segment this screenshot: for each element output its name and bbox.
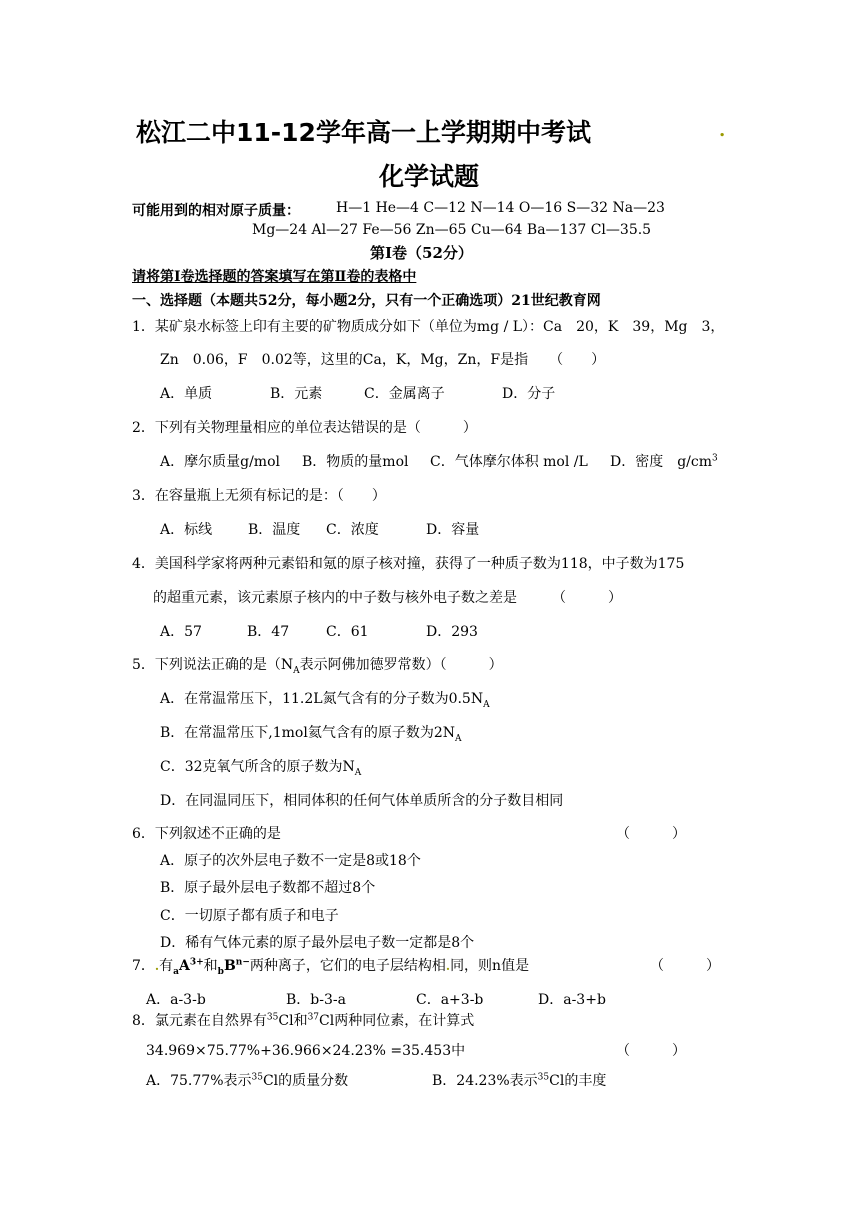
section-title: 第Ⅰ卷（52分）	[370, 244, 473, 262]
question-5-stem	[132, 654, 503, 674]
q2-option-d-text: D．密度 g/cm	[610, 454, 713, 470]
question-2-stem: 2．下列有关物理量相应的单位表达错误的是（ ）	[132, 420, 477, 436]
q8-stem-part-2: Cl和	[278, 1013, 308, 1029]
q7-number: 7．	[132, 958, 155, 974]
q6-option-b: B．原子最外层电子数都不超过8个	[160, 880, 376, 896]
q7-text-4: 同，则n值是	[450, 958, 530, 974]
ion-a-symbol: A	[178, 958, 190, 974]
q5-stem-part-1: 5．下列说法正确的是（N	[132, 657, 294, 673]
decorative-dot: .	[445, 959, 451, 973]
question-8-stem	[132, 1010, 474, 1030]
q4-option-d: D．293	[426, 624, 478, 640]
q4-option-a: A．57	[160, 624, 202, 640]
atomic-mass-row-1: H—1 He—4 C—12 N—14 O—16 S—32 Na—23	[336, 200, 665, 216]
superscript: 35	[266, 1012, 279, 1023]
q8-option-a-part-1: A．75.77%表示	[146, 1073, 252, 1089]
q1-option-d: D．分子	[502, 386, 556, 402]
question-6-stem: 6．下列叙述不正确的是	[132, 826, 281, 842]
q1-option-b: B．元素	[270, 386, 323, 402]
decorative-dot: .	[719, 120, 726, 141]
q5-option-c-text: C．32克氧气所含的原子数为N	[160, 759, 355, 775]
q5-option-c	[160, 756, 361, 776]
exam-title: 松江二中11-12学年高一上学期期中考试	[136, 118, 591, 147]
q2-option-a: A．摩尔质量g/mol	[160, 454, 280, 470]
subscript: A	[354, 767, 362, 778]
question-3-stem: 3．在容量瓶上无须有标记的是：（ ）	[132, 488, 386, 504]
q2-option-b: B．物质的量mol	[302, 454, 409, 470]
subscript: A	[483, 699, 490, 710]
exam-subtitle: 化学试题	[379, 162, 480, 191]
q8-option-a	[146, 1070, 348, 1090]
subscript: A	[454, 733, 462, 744]
subscript: b	[217, 966, 224, 977]
subscript: a	[173, 966, 179, 977]
q6-answer-paren: （ ）	[616, 826, 686, 842]
atomic-mass-row-2: Mg—24 Al—27 Fe—56 Zn—65 Cu—64 Ba—137 Cl—35.5	[252, 222, 652, 238]
section-note: 请将第Ⅰ卷选择题的答案填写在第Ⅱ卷的表格中	[132, 269, 417, 285]
question-1-line-2: Zn 0.06，F 0.02等，这里的Ca，K，Mg，Zn，F是指 （ ）	[160, 352, 606, 368]
decorative-dot: .	[154, 959, 160, 973]
q1-option-a: A．单质	[160, 386, 213, 402]
q7-option-c: C．a+3-b	[416, 992, 484, 1008]
subscript: A	[293, 665, 300, 676]
q8-option-b-part-2: Cl的丰度	[549, 1073, 607, 1089]
q4-option-b: B．47	[247, 624, 290, 640]
q5-option-d: D．在同温同压下，相同体积的任何气体单质所含的分子数目相同	[160, 793, 564, 809]
superscript: 3+	[189, 957, 204, 968]
superscript: 35	[251, 1072, 263, 1083]
part-title: 一、选择题（本题共52分，每小题2分，只有一个正确选项）21世纪教育网	[132, 293, 601, 309]
q5-option-a-text: A．在常温常压下，11.2L氮气含有的分子数为0.5N	[160, 691, 484, 707]
q6-option-c: C．一切原子都有质子和电子	[160, 908, 339, 924]
q8-option-b-part-1: B．24.23%表示	[432, 1073, 538, 1089]
q5-option-b-text: B．在常温常压下,1mol氦气含有的原子数为2N	[160, 725, 455, 741]
superscript: n−	[235, 957, 250, 968]
q7-text-3: 两种离子，它们的电子层结构相	[249, 958, 446, 974]
q7-answer-paren: （ ）	[650, 958, 720, 974]
q2-option-c: C．气体摩尔体积 mol /L	[430, 454, 588, 470]
question-7-stem	[132, 955, 529, 975]
atomic-mass-label: 可能用到的相对原子质量：	[132, 203, 300, 219]
q4-option-c: C．61	[326, 624, 369, 640]
q7-option-a: A．a-3-b	[146, 992, 206, 1008]
superscript: 35	[537, 1072, 550, 1083]
q8-stem-part-1: 8．氯元素在自然界有	[132, 1013, 267, 1029]
question-4-line-2: 的超重元素，该元素原子核内的中子数与核外电子数之差是 （ ）	[153, 590, 622, 606]
q3-option-a: A．标线	[160, 522, 213, 538]
q3-option-d: D．容量	[426, 522, 480, 538]
superscript: 37	[307, 1012, 320, 1023]
q5-option-b	[160, 722, 461, 742]
q7-text-2: 和	[203, 958, 218, 974]
question-4-line-1: 4．美国科学家将两种元素铅和氪的原子核对撞，获得了一种质子数为118，中子数为175	[132, 556, 685, 572]
q7-text-1: 有	[159, 958, 174, 974]
q3-option-b: B．温度	[248, 522, 301, 538]
q6-option-d: D．稀有气体元素的原子最外层电子数一定都是8个	[160, 935, 475, 951]
q6-option-a: A．原子的次外层电子数不一定是8或18个	[160, 853, 421, 869]
q8-option-a-part-2: Cl的质量分数	[262, 1073, 349, 1089]
q8-option-b	[432, 1070, 606, 1090]
ion-b-symbol: B	[223, 958, 236, 974]
question-1-line-1: 1．某矿泉水标签上印有主要的矿物质成分如下（单位为mg / L）：Ca 20，K 39，Mg 3，	[132, 319, 725, 335]
question-8-formula: 34.969×75.77%+36.966×24.23% =35.453中	[146, 1043, 466, 1059]
q5-option-a	[160, 688, 490, 708]
q7-option-b: B．b-3-a	[286, 992, 346, 1008]
q2-option-d	[610, 451, 718, 471]
q1-option-c: C．金属离子	[364, 386, 445, 402]
q8-stem-part-3: Cl两种同位素，在计算式	[319, 1013, 475, 1029]
superscript: 3	[712, 453, 718, 464]
q7-option-d: D．a-3+b	[538, 992, 606, 1008]
q8-answer-paren: （ ）	[616, 1043, 686, 1059]
q5-stem-part-2: 表示阿佛加德罗常数）（ ）	[299, 657, 503, 673]
q3-option-c: C．浓度	[326, 522, 379, 538]
